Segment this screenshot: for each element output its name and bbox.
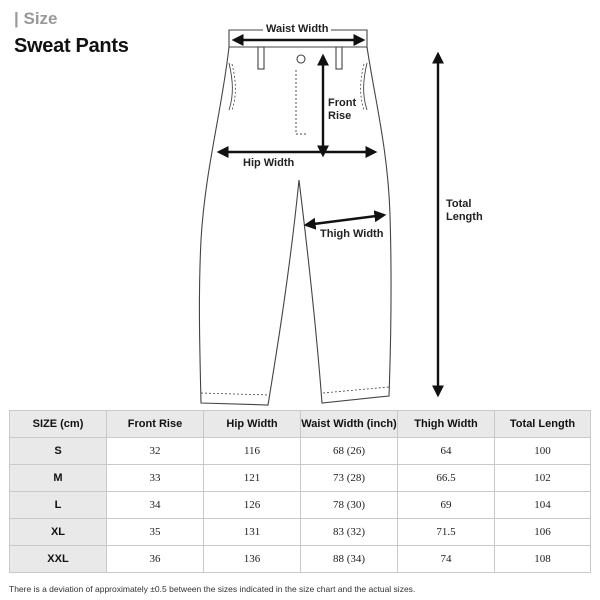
table-cell: 104	[495, 492, 591, 519]
header-hip-width: Hip Width	[204, 411, 301, 438]
size-cell: XL	[10, 519, 107, 546]
table-cell: 64	[398, 438, 495, 465]
table-cell: 74	[398, 546, 495, 573]
table-cell: 73 (28)	[301, 465, 398, 492]
table-cell: 36	[107, 546, 204, 573]
table-cell: 108	[495, 546, 591, 573]
table-cell: 102	[495, 465, 591, 492]
header-total-length: Total Length	[495, 411, 591, 438]
table-cell: 126	[204, 492, 301, 519]
table-cell: 131	[204, 519, 301, 546]
thigh-width-arrow	[306, 215, 384, 225]
table-row	[10, 438, 591, 465]
front-rise-label-line2: Rise	[328, 110, 352, 122]
table-row	[10, 465, 591, 492]
table-cell: 32	[107, 438, 204, 465]
table-cell: 68 (26)	[301, 438, 398, 465]
size-cell: XXL	[10, 546, 107, 573]
table-row	[10, 519, 591, 546]
table-cell: 88 (34)	[301, 546, 398, 573]
front-rise-label	[328, 97, 356, 123]
header-front-rise: Front Rise	[107, 411, 204, 438]
total-length-label-line1: Total	[446, 198, 472, 210]
total-length-label	[446, 198, 483, 224]
size-cell: M	[10, 465, 107, 492]
thigh-width-label: Thigh Width	[320, 228, 384, 240]
header-size: SIZE (cm)	[10, 411, 107, 438]
table-cell: 34	[107, 492, 204, 519]
size-cell: S	[10, 438, 107, 465]
table-cell: 33	[107, 465, 204, 492]
section-label: | Size	[14, 9, 58, 28]
table-cell: 136	[204, 546, 301, 573]
table-cell: 116	[204, 438, 301, 465]
size-deviation-note: There is a deviation of approximately ±0.5 between the sizes indicated in the size chart and the actual sizes.	[9, 584, 416, 594]
header-thigh-width: Thigh Width	[398, 411, 495, 438]
total-length-label-line2: Length	[446, 211, 483, 223]
table-cell: 83 (32)	[301, 519, 398, 546]
table-row	[10, 492, 591, 519]
table-cell: 71.5	[398, 519, 495, 546]
table-cell: 66.5	[398, 465, 495, 492]
table-cell: 69	[398, 492, 495, 519]
table-cell: 78 (30)	[301, 492, 398, 519]
table-row	[10, 546, 591, 573]
size-cell: L	[10, 492, 107, 519]
product-title: Sweat Pants	[14, 35, 129, 57]
header-waist-width: Waist Width (inch)	[301, 411, 398, 438]
hip-width-label: Hip Width	[243, 157, 295, 169]
waist-width-label: Waist Width	[263, 23, 331, 36]
table-cell: 121	[204, 465, 301, 492]
front-rise-label-line1: Front	[328, 97, 357, 109]
table-cell: 100	[495, 438, 591, 465]
table-cell: 106	[495, 519, 591, 546]
table-header-row	[10, 411, 591, 438]
table-cell: 35	[107, 519, 204, 546]
pants-outline	[199, 47, 391, 405]
size-chart-table	[9, 410, 591, 573]
